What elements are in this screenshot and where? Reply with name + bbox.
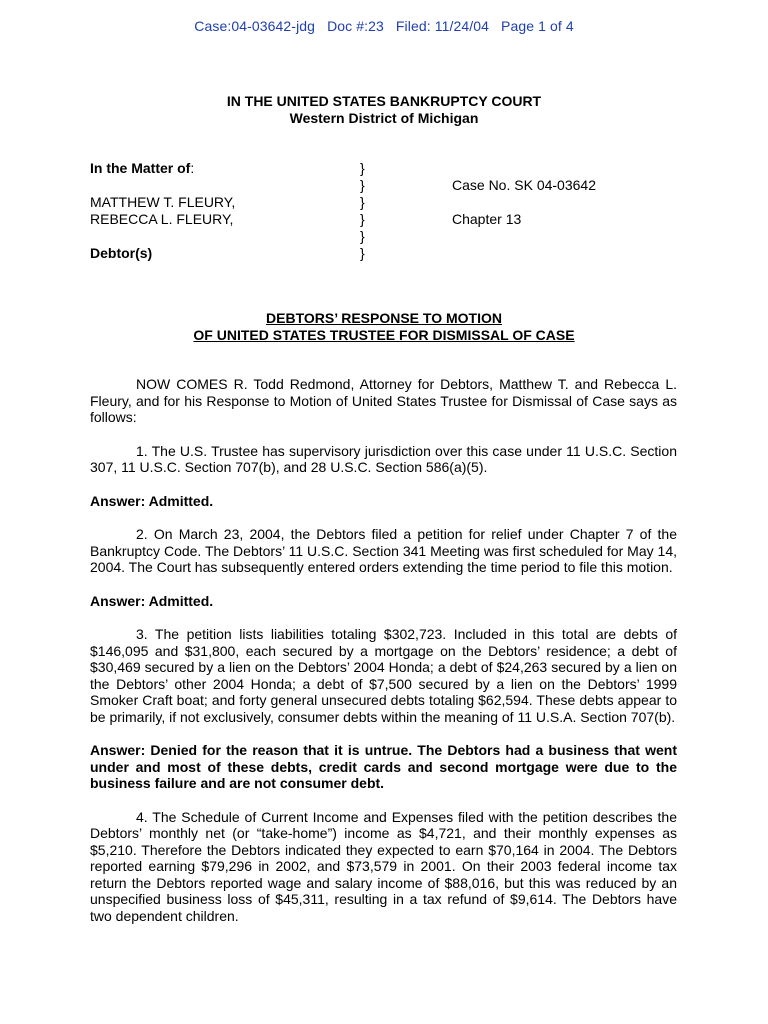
answer-2: Answer: Admitted. [90, 592, 214, 609]
stamp-page: Page 1 of 4 [501, 18, 574, 34]
paragraph-1: 1. The U.S. Trustee has supervisory jurisdiction over this case under 11 U.S.C. Section 307, 11 U.S.C. Section 707(b), and 28 U.S.C. Section 586(a)(5). [90, 442, 677, 475]
caption-row-3 [90, 194, 690, 211]
paragraph-2: 2. On March 23, 2004, the Debtors filed a petition for relief under Chapter 7 of the Bankruptcy Code. The Debtors’ 11 U.S.C. Section 341 Meeting was first scheduled for May 14, 2004. The Court has subsequently entered orders extending the time period to file this motion. [90, 526, 677, 575]
stamp-case: Case:04-03642-jdg [194, 18, 316, 34]
filing-stamp [0, 18, 768, 34]
debtor-name-2: REBECCA L. FLEURY, [90, 211, 234, 227]
document-body [90, 376, 677, 941]
debtor-name-1: MATTHEW T. FLEURY, [90, 194, 236, 210]
title-line-1: DEBTORS’ RESPONSE TO MOTION [266, 310, 502, 326]
debtors-label: Debtor(s) [90, 245, 153, 261]
intro-paragraph: NOW COMES R. Todd Redmond, Attorney for Debtors, Matthew T. and Rebecca L. Fleury, and for his Response to Motion of United States Trustee for Dismissal of Case says as follows: [90, 376, 677, 425]
caption-brace: } [360, 160, 365, 176]
court-heading [0, 93, 768, 127]
case-number: Case No. SK 04-03642 [452, 177, 596, 193]
caption-brace: } [360, 245, 365, 261]
court-district: Western District of Michigan [289, 110, 479, 126]
stamp-filed: Filed: 11/24/04 [395, 18, 489, 34]
answer-1: Answer: Admitted. [90, 492, 214, 509]
caption-brace: } [360, 194, 365, 210]
paragraph-3: 3. The petition lists liabilities totaling $302,723. Included in this total are debts of $146,095 and $31,800, each secured by a mortgage on the Debtors’ residence; a debt of $30,469 secured by a lien on the Debtors’ 2004 Honda; a debt of $24,263 secured by a lien on the Debtors’ other 2004 Honda; a debt of $7,500 secured by a lien on the Debtors’ 1999 Smoker Craft boat; and forty general unsecured debts totaling $62,594. These debts appear to be primarily, if not exclusively, consumer debts within the meaning of 11 U.S.A. Section 707(b). [90, 626, 677, 725]
caption-row-5 [90, 228, 690, 245]
stamp-doc: Doc #:23 [327, 18, 384, 34]
court-name: IN THE UNITED STATES BANKRUPTCY COURT [226, 93, 542, 109]
caption-brace: } [360, 228, 365, 244]
chapter: Chapter 13 [452, 211, 522, 227]
caption-row-4 [90, 211, 690, 228]
title-line-2: OF UNITED STATES TRUSTEE FOR DISMISSAL OF CASE [193, 327, 575, 343]
matter-label: In the Matter of: [90, 160, 195, 176]
caption-row-6 [90, 245, 690, 262]
caption-row-2 [90, 177, 690, 194]
answer-3: Answer: Denied for the reason that it is untrue. The Debtors had a business that went under and most of these debts, credit cards and second mortgage were due to the business failure and are not consumer debt. [90, 742, 677, 791]
caption-brace: } [360, 177, 365, 193]
paragraph-4: 4. The Schedule of Current Income and Expenses filed with the petition describes the Debtors’ monthly net (or “take-home”) income as $4,721, and their monthly expenses as $5,210. Therefore the Debtors indicated they expected to earn $70,164 in 2004. The Debtors reported earning $79,296 in 2002, and $73,579 in 2001. On their 2003 federal income tax return the Debtors reported wage and salary income of $88,016, but this was reduced by an unspecified business loss of $45,311, resulting in a tax refund of $9,614. The Debtors have two dependent children. [90, 808, 677, 924]
caption-brace: } [360, 211, 365, 227]
document-title [0, 310, 768, 344]
case-caption [90, 160, 690, 262]
caption-row-1 [90, 160, 690, 177]
